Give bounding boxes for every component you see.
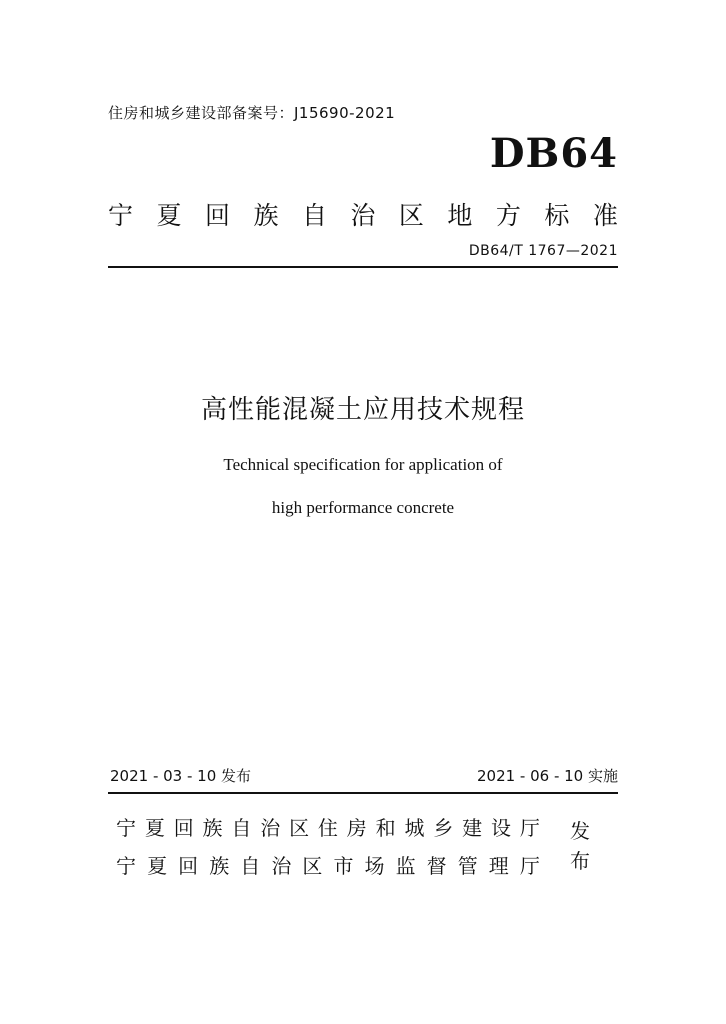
publish-char: 布	[570, 849, 590, 873]
issuer-char: 城	[404, 816, 425, 840]
record-number: 住房和城乡建设部备案号：J15690-2021	[108, 104, 396, 122]
issuer-char: 和	[375, 816, 396, 840]
issuer-char: 市	[333, 854, 354, 878]
issuer-market-regulation	[116, 850, 540, 879]
publish-char: 发	[570, 819, 590, 843]
bottom-divider	[108, 792, 618, 794]
issuer-char: 夏	[147, 854, 168, 878]
issuer-char: 房	[346, 816, 367, 840]
implement-date: 2021 - 06 - 10 实施	[476, 767, 618, 785]
standard-type	[108, 196, 618, 232]
standard-type-char: 宁	[108, 201, 134, 230]
standard-type-char: 自	[301, 201, 327, 230]
issuer-char: 区	[302, 854, 323, 878]
issuer-char: 厅	[519, 816, 540, 840]
standard-type-char: 回	[204, 201, 230, 230]
issuer-housing-department	[116, 812, 540, 841]
standard-type-char: 方	[495, 201, 521, 230]
title-english-line2: high performance concrete	[271, 498, 455, 517]
standard-number: DB64/T 1767—2021	[468, 243, 618, 259]
standard-type-char: 地	[447, 201, 473, 230]
issuer-char: 住	[317, 816, 338, 840]
issuer-char: 回	[173, 816, 194, 840]
title-english-line1: Technical specification for application of	[223, 455, 503, 474]
issuer-char: 设	[490, 816, 511, 840]
issuer-char: 场	[364, 854, 385, 878]
issuer-char: 建	[462, 816, 483, 840]
standard-type-char: 治	[350, 201, 376, 230]
issuer-char: 乡	[433, 816, 454, 840]
issuer-char: 管	[457, 854, 478, 878]
issuer-char: 宁	[116, 854, 136, 878]
standard-code: DB64	[489, 130, 618, 177]
issuer-char: 自	[240, 854, 261, 878]
standard-type-char: 族	[253, 201, 279, 230]
standard-type-char: 准	[592, 201, 618, 230]
issuer-char: 治	[271, 854, 292, 878]
top-divider	[108, 266, 618, 268]
issuer-char: 理	[488, 854, 509, 878]
issuer-char: 自	[231, 816, 252, 840]
publish-label	[570, 816, 600, 876]
issuer-char: 区	[289, 816, 310, 840]
issuer-char: 夏	[144, 816, 165, 840]
issuer-char: 监	[395, 854, 416, 878]
standard-type-char: 标	[544, 201, 570, 230]
standard-type-char: 夏	[156, 201, 182, 230]
issuer-char: 宁	[116, 816, 136, 840]
issuer-char: 族	[209, 854, 230, 878]
issuer-char: 回	[178, 854, 199, 878]
title-chinese: 高性能混凝土应用技术规程	[200, 395, 525, 425]
issuer-char: 厅	[519, 854, 540, 878]
standard-type-char: 区	[398, 201, 424, 230]
issuer-char: 族	[202, 816, 223, 840]
issue-date: 2021 - 03 - 10 发布	[110, 767, 252, 785]
issuer-char: 治	[260, 816, 281, 840]
issuer-char: 督	[426, 854, 447, 878]
